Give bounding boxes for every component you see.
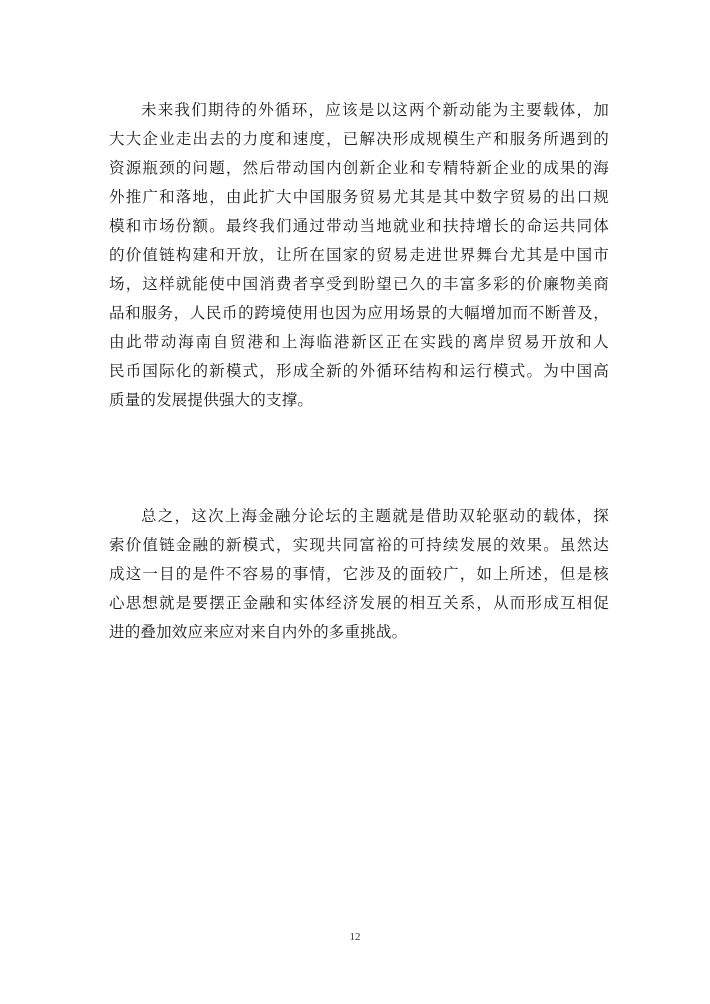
paragraph-external-circulation: [109, 96, 609, 415]
paragraph-line: 资源瓶颈的问题，然后带动国内创新企业和专精特新企业的成果的海: [109, 159, 609, 177]
paragraph-line: 场，这样就能使中国消费者享受到盼望已久的丰富多彩的价廉物美商: [109, 275, 609, 293]
paragraph-line: 成这一目的是件不容易的事情，它涉及的面较广，如上所述，但是核: [109, 565, 609, 583]
paragraph-line: 索价值链金融的新模式，实现共同富裕的可持续发展的效果。虽然达: [109, 536, 609, 554]
paragraph-conclusion: [109, 502, 609, 647]
page-number: 12: [349, 931, 361, 943]
paragraph-line: 的价值链构建和开放，让所在国家的贸易走进世界舞台尤其是中国市: [109, 246, 609, 264]
paragraph-line: 质量的发展提供强大的支撑。: [109, 391, 314, 409]
paragraph-line: 未来我们期待的外循环，应该是以这两个新动能为主要载体，加: [141, 101, 609, 119]
paragraph-line: 总之，这次上海金融分论坛的主题就是借助双轮驱动的载体，探: [141, 507, 609, 525]
paragraph-line: 外推广和落地，由此扩大中国服务贸易尤其是其中数字贸易的出口规: [109, 188, 609, 206]
paragraph-line: 大大企业走出去的力度和速度，已解决形成规模生产和服务所遇到的: [109, 130, 609, 148]
paragraph-line: 民币国际化的新模式，形成全新的外循环结构和运行模式。为中国高: [109, 362, 609, 380]
paragraph-line: 进的叠加效应来应对来自内外的多重挑战。: [109, 623, 408, 641]
paragraph-line: 品和服务，人民币的跨境使用也因为应用场景的大幅增加而不断普及，: [109, 304, 609, 322]
paragraph-line: 由此带动海南自贸港和上海临港新区正在实践的离岸贸易开放和人: [109, 333, 609, 351]
paragraph-line: 心思想就是要摆正金融和实体经济发展的相互关系，从而形成互相促: [109, 594, 609, 612]
paragraph-line: 模和市场份额。最终我们通过带动当地就业和扶持增长的命运共同体: [109, 217, 609, 235]
